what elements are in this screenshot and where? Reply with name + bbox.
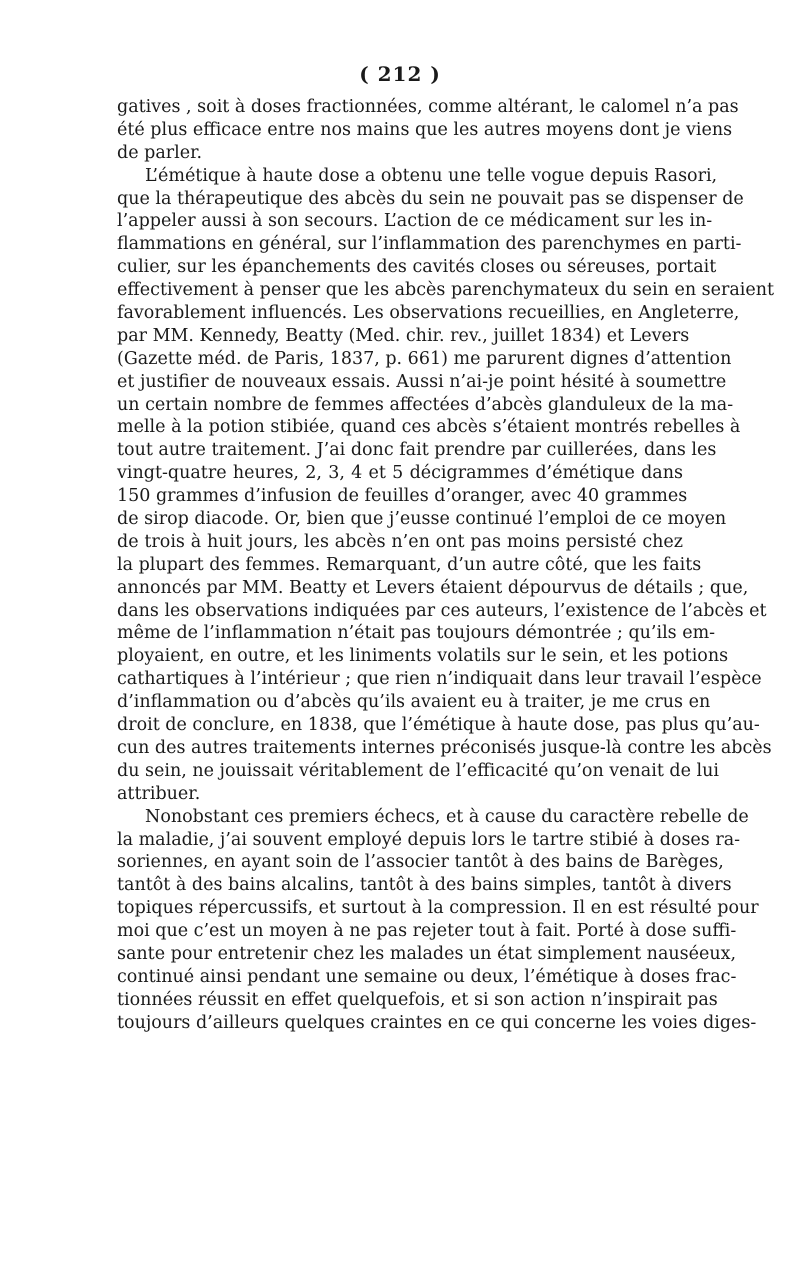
- text-line: flammations en général, sur l’inflammation des parenchymes en parti-: [117, 234, 742, 255]
- text-line: même de l’inflammation n’était pas toujours démontrée ; qu’ils em-: [117, 623, 716, 644]
- text-line: sante pour entretenir chez les malades un état simplement nauséeux,: [117, 943, 737, 964]
- text-line: dans les observations indiquées par ces auteurs, l’existence de l’abcès et: [117, 600, 767, 621]
- text-line: soriennes, en ayant soin de l’associer tantôt à des bains de Barèges,: [117, 852, 724, 873]
- text-line: tionnées réussit en effet quelquefois, et si son action n’inspirait pas: [117, 989, 718, 1010]
- text-line: Nonobstant ces premiers échecs, et à cause du caractère rebelle de: [145, 806, 749, 827]
- text-line: L’émétique à haute dose a obtenu une telle vogue depuis Rasori,: [145, 165, 718, 186]
- text-line: que la thérapeutique des abcès du sein ne pouvait pas se dispenser de: [117, 188, 744, 209]
- text-line: ployaient, en outre, et les liniments volatils sur le sein, et les potions: [117, 646, 729, 667]
- text-line: tout autre traitement. J’ai donc fait prendre par cuillerées, dans les: [117, 440, 717, 461]
- text-line: melle à la potion stibiée, quand ces abcès s’étaient montrés rebelles à: [117, 417, 741, 438]
- text-line: tantôt à des bains alcalins, tantôt à des bains simples, tantôt à divers: [117, 875, 732, 896]
- page-number: ( 212 ): [359, 62, 441, 86]
- text-line: vingt-quatre heures, 2, 3, 4 et 5 décigrammes d’émétique dans: [117, 463, 683, 484]
- text-line: d’inflammation ou d’abcès qu’ils avaient eu à traiter, je me crus en: [117, 692, 711, 713]
- text-line: effectivement à penser que les abcès parenchymateux du sein en seraient: [117, 280, 775, 301]
- text-line: l’appeler aussi à son secours. L’action de ce médicament sur les in-: [117, 211, 713, 232]
- text-line: droit de conclure, en 1838, que l’émétique à haute dose, pas plus qu’au-: [117, 715, 760, 736]
- text-line: été plus efficace entre nos mains que les autres moyens dont je viens: [117, 119, 733, 140]
- text-line: la maladie, j’ai souvent employé depuis lors le tartre stibié à doses ra-: [117, 829, 741, 850]
- text-line: par MM. Kennedy, Beatty (Med. chir. rev., juillet 1834) et Levers: [117, 325, 690, 346]
- text-line: de trois à huit jours, les abcès n’en ont pas moins persisté chez: [117, 531, 683, 552]
- text-line: 150 grammes d’infusion de feuilles d’oranger, avec 40 grammes: [117, 486, 688, 507]
- text-line: culier, sur les épanchements des cavités closes ou séreuses, portait: [117, 257, 717, 278]
- text-line: la plupart des femmes. Remarquant, d’un autre côté, que les faits: [117, 554, 702, 575]
- text-line: cun des autres traitements internes préconisés jusque-là contre les abcès: [117, 737, 772, 758]
- text-line: favorablement influencés. Les observations recueillies, en Angleterre,: [117, 303, 740, 324]
- text-line: de parler.: [117, 142, 203, 163]
- text-line: annoncés par MM. Beatty et Levers étaient dépourvus de détails ; que,: [117, 577, 749, 598]
- text-line: (Gazette méd. de Paris, 1837, p. 661) me parurent dignes d’attention: [117, 348, 732, 369]
- text-line: moi que c’est un moyen à ne pas rejeter tout à fait. Porté à dose suffi-: [117, 921, 737, 942]
- text-line: de sirop diacode. Or, bien que j’eusse continué l’emploi de ce moyen: [117, 509, 727, 530]
- text-line: du sein, ne jouissait véritablement de l’efficacité qu’on venait de lui: [117, 760, 719, 781]
- text-line: continué ainsi pendant une semaine ou deux, l’émétique à doses frac-: [117, 966, 737, 987]
- text-line: gatives , soit à doses fractionnées, comme altérant, le calomel n’a pas: [117, 97, 739, 117]
- text-line: topiques répercussifs, et surtout à la compression. Il en est résulté pour: [117, 898, 759, 919]
- text-line: toujours d’ailleurs quelques craintes en ce qui concerne les voies diges-: [117, 1012, 757, 1033]
- text-line: cathartiques à l’intérieur ; que rien n’indiquait dans leur travail l’espèce: [117, 669, 762, 690]
- body-text: [117, 96, 775, 1035]
- text-line: attribuer.: [117, 783, 201, 804]
- text-line: et justifier de nouveaux essais. Aussi n’ai-je point hésité à soumettre: [117, 371, 727, 392]
- text-line: un certain nombre de femmes affectées d’abcès glanduleux de la ma-: [117, 394, 734, 415]
